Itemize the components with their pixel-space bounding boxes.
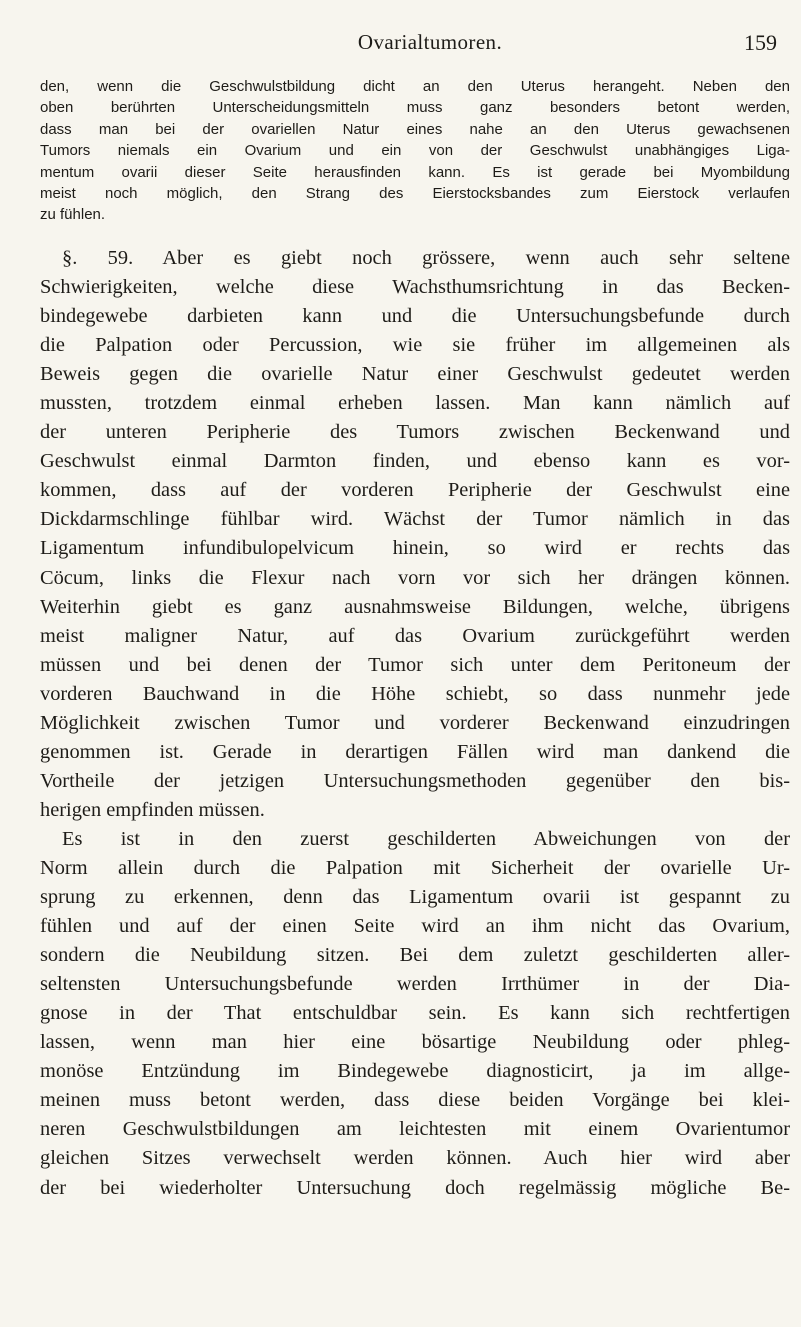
text-line: Beweis gegen die ovarielle Natur einer Geschwulst gedeutet werden: [40, 363, 790, 386]
text-line: mussten, trotzdem einmal erheben lassen. Man kann nämlich auf: [40, 392, 790, 415]
text-line: sprung zu erkennen, denn das Ligamentum ovarii ist gespannt zu: [40, 886, 790, 909]
text-line: Ligamentum infundibulopelvicum hinein, so wird er rechts das: [40, 537, 790, 560]
text-line: bindegewebe darbieten kann und die Untersuchungsbefunde durch: [40, 305, 790, 328]
text-line: Schwierigkeiten, welche diese Wachsthumsrichtung in das Becken-: [40, 276, 790, 299]
text-line: Vortheile der jetzigen Untersuchungsmethoden gegenüber den bis-: [40, 769, 790, 792]
text-line: oben berührten Unterscheidungsmitteln muss ganz besonders betont werden,: [40, 99, 790, 117]
text-line: Weiterhin giebt es ganz ausnahmsweise Bildungen, welche, übrigens: [40, 595, 790, 618]
section-heading-line: §. 59. Aber es giebt noch grössere, wenn auch sehr seltene: [62, 247, 790, 269]
text-line: Cöcum, links die Flexur nach vorn vor sich her drängen können.: [40, 566, 790, 589]
text-line: dass man bei der ovariellen Natur eines nahe an den Uterus gewachsenen: [40, 120, 790, 138]
text-line: meist maligner Natur, auf das Ovarium zurückgeführt werden: [40, 624, 790, 647]
section-59-paragraph: [40, 244, 790, 825]
second-paragraph: [40, 825, 790, 1203]
text-line: müssen und bei denen der Tumor sich unter dem Peritoneum der: [40, 653, 790, 676]
text-line: seltensten Untersuchungsbefunde werden Irrthümer in der Dia-: [40, 973, 790, 996]
text-line: mentum ovarii dieser Seite herausfinden kann. Es ist gerade bei Myombildung: [40, 163, 790, 181]
text-line: der bei wiederholter Untersuchung doch regelmässig mögliche Be-: [40, 1176, 790, 1199]
text-line: Tumors niemals ein Ovarium und ein von der Geschwulst unabhängiges Liga-: [40, 142, 790, 160]
running-title: Ovarialtumoren.: [357, 30, 503, 54]
continuation-paragraph: [40, 76, 790, 226]
text-line: gnose in der That entschuldbar sein. Es kann sich rechtfertigen: [40, 1002, 790, 1025]
text-line: zu fühlen.: [40, 206, 106, 224]
text-line: vorderen Bauchwand in die Höhe schiebt, so dass nunmehr jede: [40, 682, 790, 705]
text-line: kommen, dass auf der vorderen Peripherie der Geschwulst eine: [40, 479, 790, 502]
text-line: gleichen Sitzes verwechselt werden können. Auch hier wird aber: [40, 1147, 790, 1170]
text-line: herigen empfinden müssen.: [40, 798, 265, 821]
text-line: meist noch möglich, den Strang des Eierstocksbandes zum Eierstock verlaufen: [40, 184, 790, 202]
text-line: Norm allein durch die Palpation mit Sicherheit der ovarielle Ur-: [40, 856, 790, 879]
text-line: neren Geschwulstbildungen am leichtesten mit einem Ovarientumor: [40, 1118, 790, 1141]
main-text: [40, 244, 790, 1203]
text-line: monöse Entzündung im Bindegewebe diagnosticirt, ja im allge-: [40, 1060, 790, 1083]
text-line: Geschwulst einmal Darmton finden, und ebenso kann es vor-: [40, 450, 790, 473]
text-line: Es ist in den zuerst geschilderten Abweichungen von der: [62, 827, 790, 850]
text-line: fühlen und auf der einen Seite wird an ihm nicht das Ovarium,: [40, 915, 790, 938]
text-line: der unteren Peripherie des Tumors zwischen Beckenwand und: [40, 421, 790, 444]
page-header: [0, 30, 801, 60]
text-line: Dickdarmschlinge fühlbar wird. Wächst der Tumor nämlich in das: [40, 508, 790, 531]
page-number: 159: [744, 30, 777, 55]
text-line: genommen ist. Gerade in derartigen Fällen wird man dankend die: [40, 740, 790, 763]
text-line: die Palpation oder Percussion, wie sie früher im allgemeinen als: [40, 334, 790, 357]
text-line: sondern die Neubildung sitzen. Bei dem zuletzt geschilderten aller-: [40, 944, 790, 967]
text-line: Möglichkeit zwischen Tumor und vorderer Beckenwand einzudringen: [40, 711, 790, 734]
text-line: lassen, wenn man hier eine bösartige Neubildung oder phleg-: [40, 1031, 790, 1054]
text-line: den, wenn die Geschwulstbildung dicht an den Uterus herangeht. Neben den: [40, 78, 790, 95]
text-line: meinen muss betont werden, dass diese beiden Vorgänge bei klei-: [40, 1089, 790, 1112]
